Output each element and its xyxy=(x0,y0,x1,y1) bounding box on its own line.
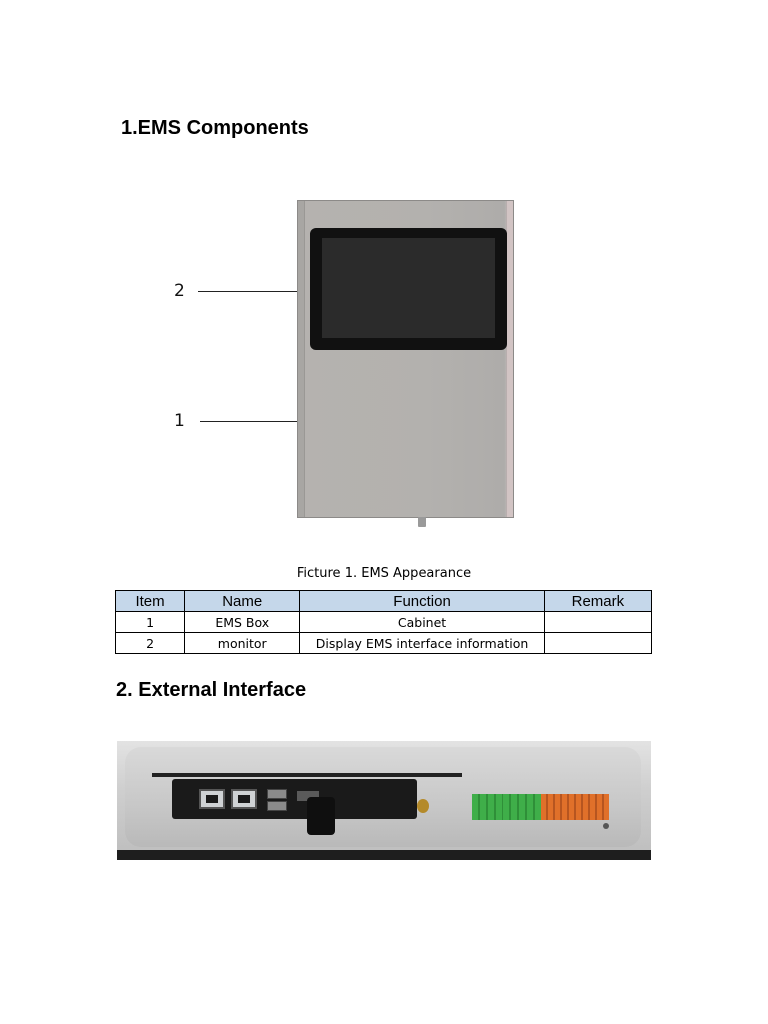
usb-port-icon xyxy=(267,789,287,799)
ems-appearance-figure xyxy=(160,190,540,535)
column-header-remark: Remark xyxy=(544,591,651,612)
figure-caption: Ficture 1. EMS Appearance xyxy=(296,566,472,581)
device-base xyxy=(117,850,651,860)
usb-dongle-icon xyxy=(307,797,335,835)
column-header-name: Name xyxy=(185,591,300,612)
components-table xyxy=(115,590,652,654)
column-header-function: Function xyxy=(300,591,544,612)
cell-remark xyxy=(544,612,651,633)
terminal-block-green xyxy=(472,794,504,820)
callout-number-box: 1 xyxy=(174,411,185,431)
ethernet-port-icon xyxy=(199,789,225,809)
cell-function: Display EMS interface information xyxy=(300,633,544,654)
cell-item: 1 xyxy=(116,612,185,633)
monitor-screen xyxy=(322,238,495,338)
cell-name: EMS Box xyxy=(185,612,300,633)
cell-remark xyxy=(544,633,651,654)
table-row xyxy=(116,612,652,633)
cell-item: 2 xyxy=(116,633,185,654)
cell-function: Cabinet xyxy=(300,612,544,633)
monitor-bezel xyxy=(310,228,507,350)
section-title-ems-components: 1.EMS Components xyxy=(121,117,309,139)
callout-number-monitor: 2 xyxy=(174,281,185,301)
cabinet-foot xyxy=(418,517,426,527)
table-header-row xyxy=(116,591,652,612)
terminal-block-green xyxy=(503,794,541,820)
cell-name: monitor xyxy=(185,633,300,654)
section-title-external-interface: 2. External Interface xyxy=(116,679,307,701)
table-row xyxy=(116,633,652,654)
usb-port-icon xyxy=(267,801,287,811)
ethernet-port-icon xyxy=(231,789,257,809)
column-header-item: Item xyxy=(116,591,185,612)
screw-icon xyxy=(603,823,609,829)
ems-cabinet-illustration xyxy=(297,200,514,518)
terminal-block-orange xyxy=(541,794,609,820)
external-interface-photo xyxy=(117,741,651,860)
panel-slot xyxy=(152,773,462,777)
antenna-connector-icon xyxy=(417,799,429,813)
